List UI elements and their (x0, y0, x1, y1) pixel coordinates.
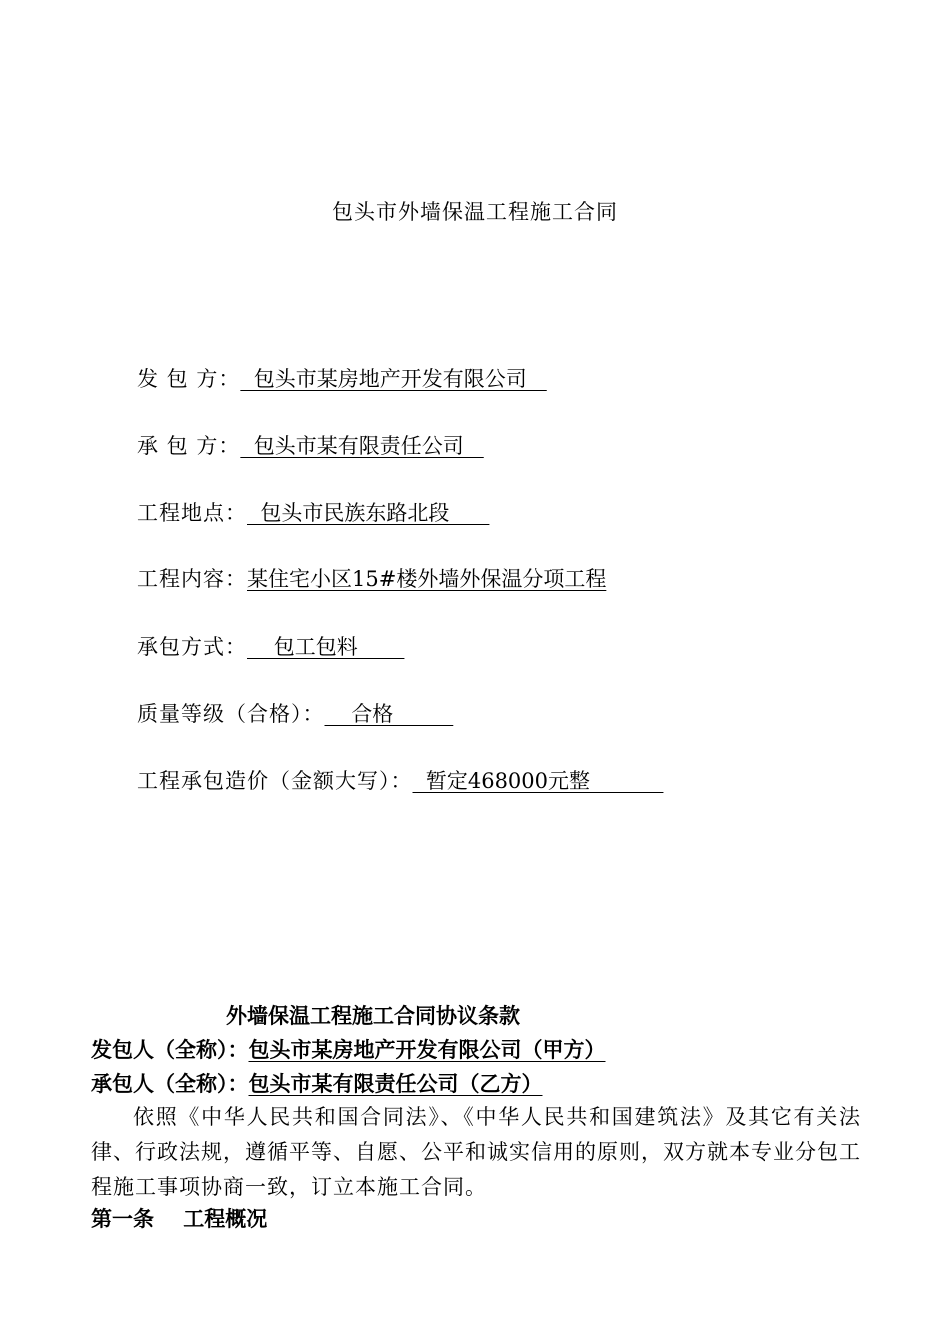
agreement-title: 外墙保温工程施工合同协议条款 (226, 1003, 520, 1028)
quality-grade-field (137, 699, 453, 729)
contractor-label: 承 包 方： (137, 434, 241, 458)
contract-method-value: 包工包料 (247, 635, 405, 659)
employer-fullname-value: 包头市某房地产开发有限公司（甲方） (248, 1037, 606, 1062)
quality-grade-label: 质量等级（合格）： (137, 702, 325, 726)
quality-grade-value: 合格 (324, 702, 454, 726)
project-content-field (137, 564, 606, 594)
contractor-fullname-line (91, 1069, 543, 1099)
project-content-value: 某住宅小区15#楼外墙外保温分项工程 (247, 567, 607, 591)
contract-price-label: 工程承包造价（金额大写）： (137, 769, 413, 793)
contractor-field (137, 431, 484, 461)
contractor-fullname-value: 包头市某有限责任公司（乙方） (248, 1071, 543, 1096)
employer-value: 包头市某房地产开发有限公司 (240, 367, 547, 391)
contract-price-value: 暂定468000元整 (412, 769, 664, 793)
contractor-value: 包头市某有限责任公司 (240, 434, 484, 458)
employer-label: 发 包 方： (137, 367, 241, 391)
article-1-heading: 第一条 工程概况 (91, 1206, 268, 1231)
contract-price-field (137, 766, 663, 796)
project-location-field (137, 498, 489, 528)
document-title: 包头市外墙保温工程施工合同 (332, 200, 618, 224)
employer-fullname-label: 发包人（全称）： (91, 1037, 249, 1062)
project-content-label: 工程内容： (137, 567, 247, 591)
contract-method-field (137, 632, 404, 662)
project-location-label: 工程地点： (137, 501, 247, 525)
contract-method-label: 承包方式： (137, 635, 247, 659)
contractor-fullname-label: 承包人（全称）： (91, 1071, 249, 1096)
project-location-value: 包头市民族东路北段 (247, 501, 490, 525)
employer-field (137, 364, 547, 394)
preamble-paragraph: 依照《中华人民共和国合同法》、《中华人民共和国建筑法》及其它有关法律、行政法规，遵循平等、自愿、公平和诚实信用的原则，双方就本专业分包工程施工事项协商一致，订立本施工合同。 (91, 1105, 861, 1199)
employer-fullname-line (91, 1035, 606, 1065)
